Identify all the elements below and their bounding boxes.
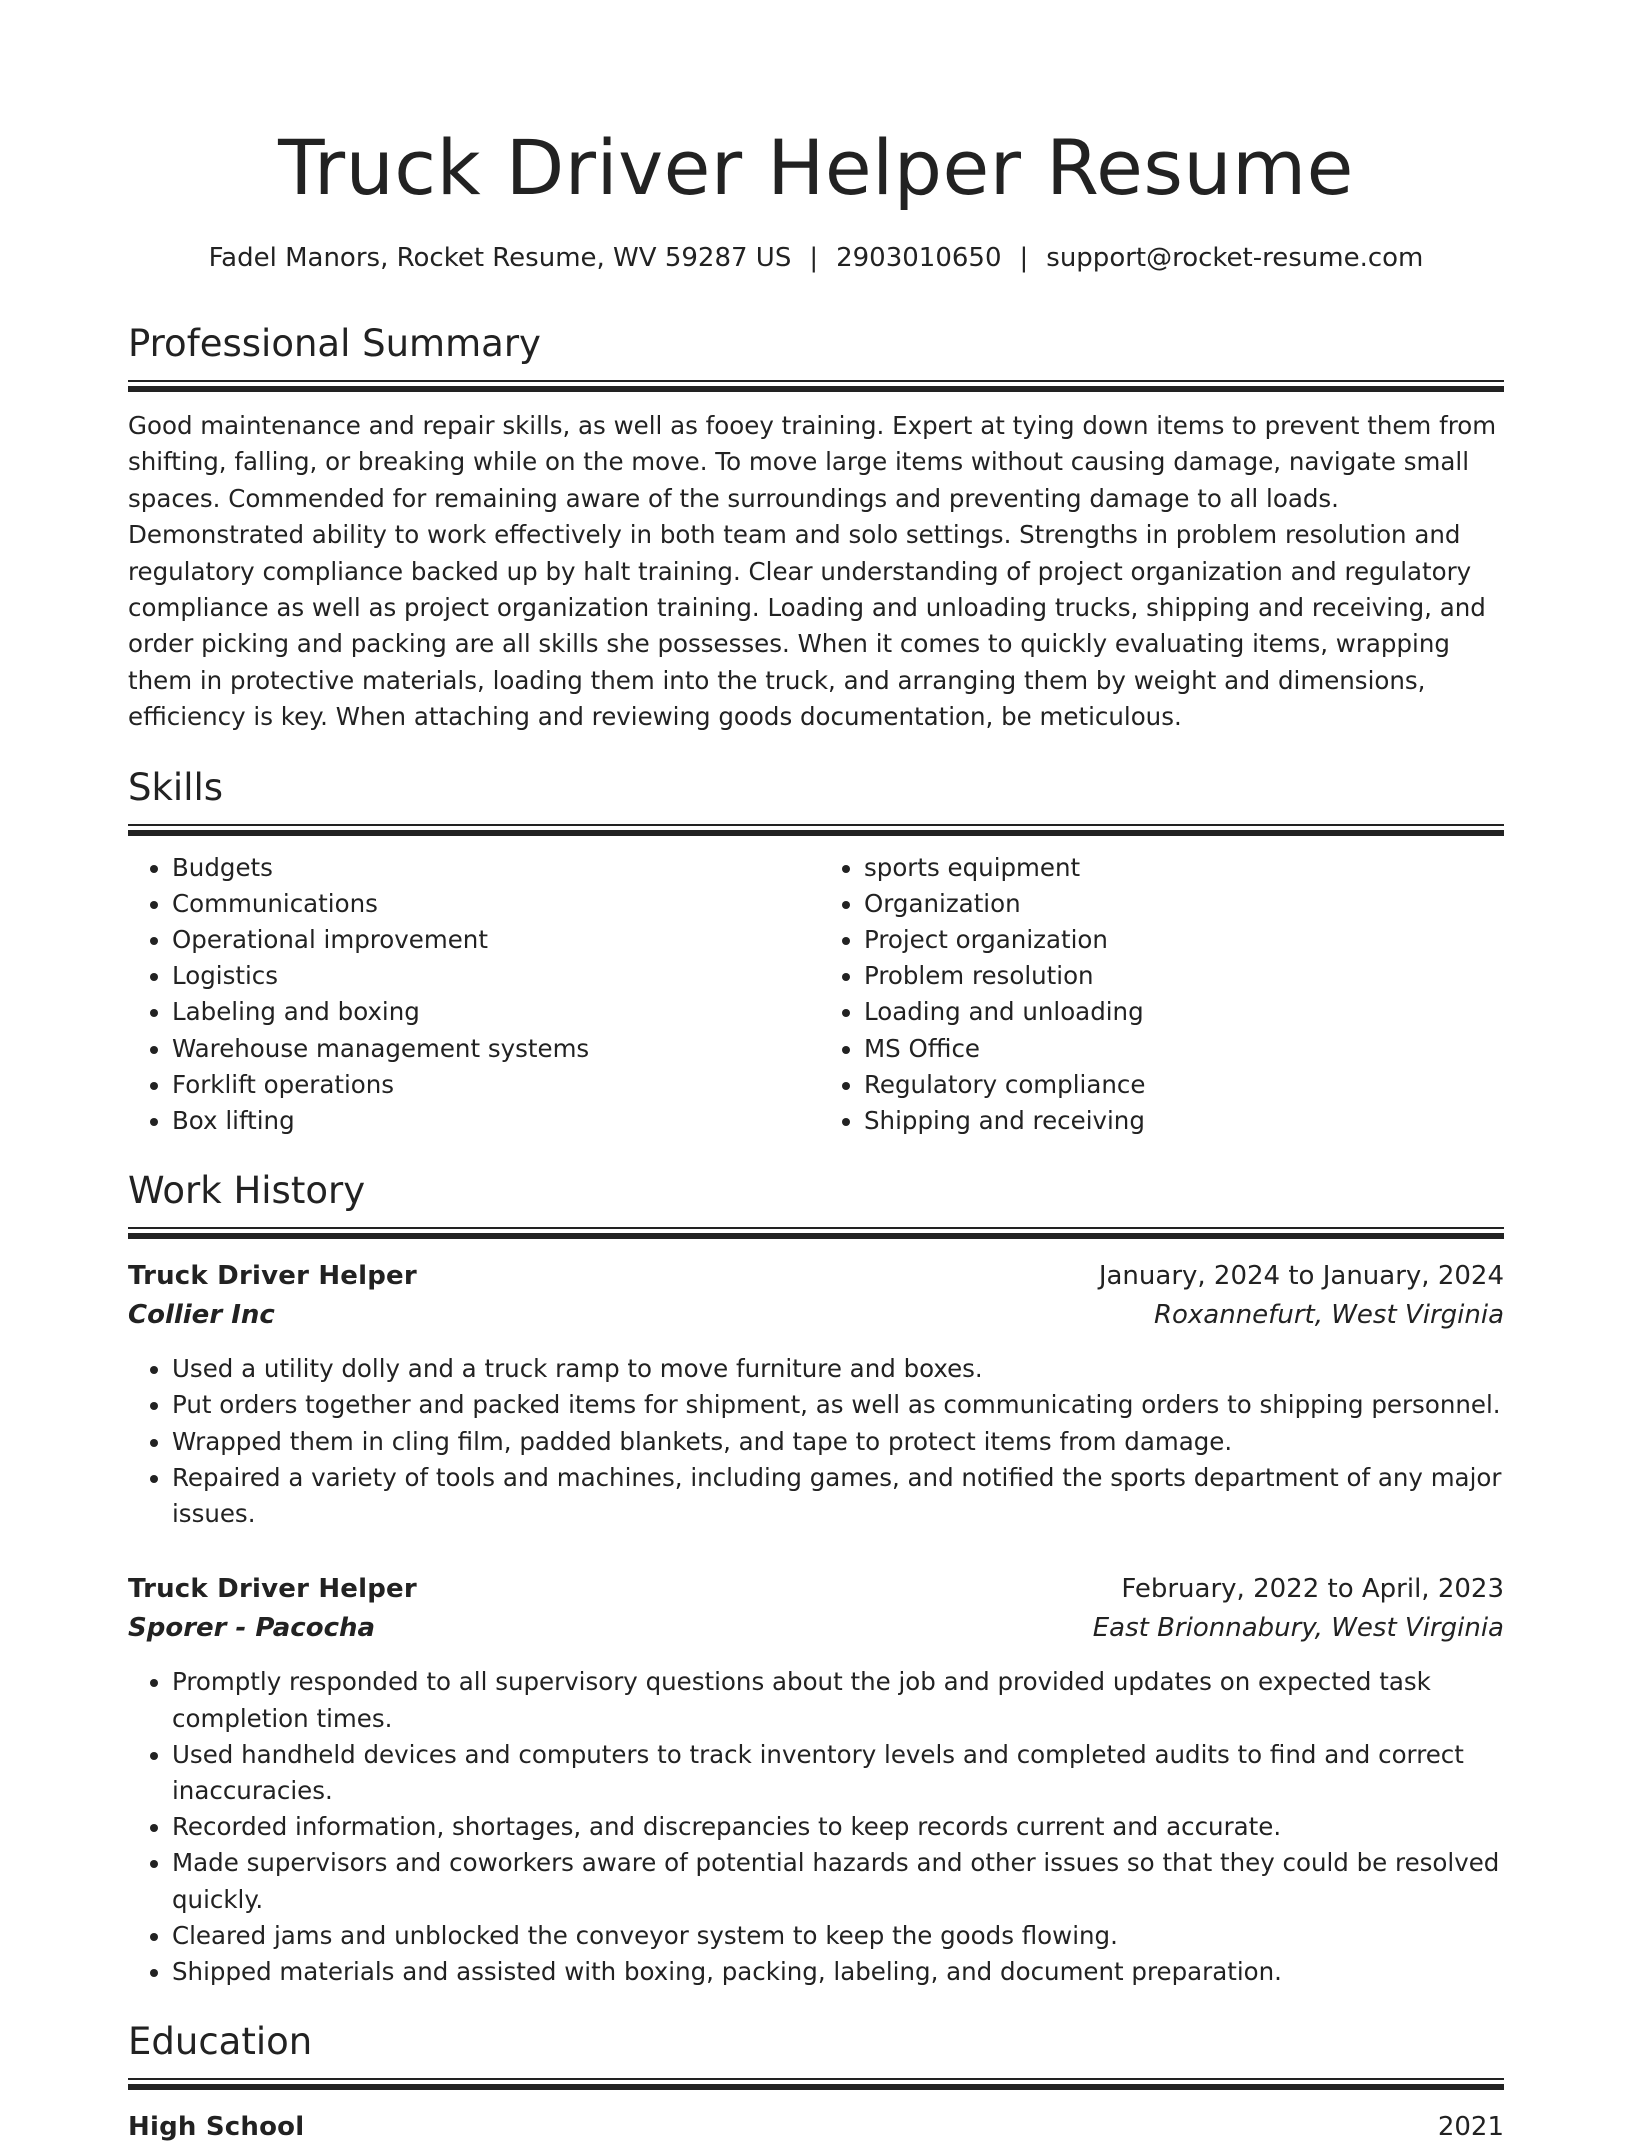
job-company: Sporer - Pacocha [128,1613,376,1644]
job-company: Collier Inc [128,1300,275,1331]
skill-item: • Problem resolution [864,958,1504,994]
job-bullet: • Repaired a variety of tools and machines, including games, and notified the sports department of any major issues. [172,1460,1504,1532]
job-bullet: • Recorded information, shortages, and discrepancies to keep records current and accurate. [172,1809,1504,1845]
contact-separator: | [1019,243,1029,273]
job-bullets [128,1351,1504,1532]
education-degree: High School [128,2112,305,2143]
job-bullet: • Wrapped them in cling film, padded blankets, and tape to protect items from damage. [172,1424,1504,1460]
job-bullet: • Shipped materials and assisted with boxing, packing, labeling, and document preparation. [172,1954,1504,1990]
skill-item: • Regulatory compliance [864,1067,1504,1103]
summary-text: Good maintenance and repair skills, as well as fooey training. Expert at tying down items to prevent them from shifting, falling, or breaking while on the move. To move large items without causing damage, navigate small spaces. Commended for remaining aware of the surroundings and preventing damage to all loads. Demonstrated ability to work effectively in both team and solo settings. Strengths in problem resolution and regulatory compliance backed up by halt training. Clear understanding of project organization and regulatory compliance as well as project organization training. Loading and unloading trucks, shipping and receiving, and order picking and packing are all skills she possesses. When it comes to quickly evaluating items, wrapping them in protective materials, loading them into the truck, and arranging them by weight and dimensions, efficiency is key. When attaching and reviewing goods documentation, be meticulous. [128,411,1497,732]
job-title: Truck Driver Helper [128,1574,417,1605]
skill-item: • Communications [172,886,816,922]
skill-item: • Box lifting [172,1103,816,1139]
work-history-heading: Work History [128,1169,366,1213]
job-bullet: • Used handheld devices and computers to track inventory levels and completed audits to find and correct inaccuracies. [172,1737,1504,1809]
skill-item: • Logistics [172,958,816,994]
job-entry [128,1257,1504,1532]
education-section [128,2018,1504,2147]
job-bullet: • Put orders together and packed items for shipment, as well as communicating orders to shipping personnel. [172,1387,1504,1423]
education-entry [128,2108,1504,2147]
contact-line [128,240,1504,276]
job-bullet: • Used a utility dolly and a truck ramp to move furniture and boxes. [172,1351,1504,1387]
job-location: Roxannefurt, West Virginia [1153,1300,1504,1331]
job-title: Truck Driver Helper [128,1261,417,1292]
job-dates: January, 2024 to January, 2024 [1098,1261,1504,1292]
skill-item: • Budgets [172,850,816,886]
skill-item: • Labeling and boxing [172,994,816,1030]
skills-heading: Skills [128,765,224,809]
job-dates: February, 2022 to April, 2023 [1121,1574,1504,1605]
summary-section [128,320,1504,736]
skills-list-left [128,850,816,1140]
section-divider [128,2078,1504,2090]
section-divider [128,380,1504,392]
skill-item: • Shipping and receiving [864,1103,1504,1139]
skills-section [128,764,1504,1140]
summary-heading: Professional Summary [128,322,541,365]
skill-item: • sports equipment [864,850,1504,886]
job-location: East Brionnabury, West Virginia [1092,1613,1504,1644]
skill-item: • Warehouse management systems [172,1031,816,1067]
job-entry [128,1570,1504,1990]
education-year: 2021 [1437,2112,1504,2143]
skills-list-right [816,850,1504,1140]
job-bullets [128,1664,1504,1990]
skill-item: • MS Office [864,1031,1504,1067]
education-heading: Education [128,2020,313,2064]
contact-separator: | [809,243,819,273]
skill-item: • Project organization [864,922,1504,958]
work-history-section [128,1167,1504,1990]
contact-phone: 2903010650 [836,243,1002,273]
contact-address: Fadel Manors, Rocket Resume, WV 59287 US [208,243,792,273]
skills-columns [128,850,1504,1140]
section-divider [128,824,1504,836]
skill-item: • Forklift operations [172,1067,816,1103]
skill-item: • Loading and unloading [864,994,1504,1030]
job-bullet: • Promptly responded to all supervisory questions about the job and provided updates on expected task completion times. [172,1664,1504,1736]
skill-item: • Organization [864,886,1504,922]
skill-item: • Operational improvement [172,922,816,958]
job-bullet: • Made supervisors and coworkers aware of potential hazards and other issues so that they could be resolved quickly. [172,1845,1504,1917]
section-divider [128,1227,1504,1239]
resume-title: Truck Driver Helper Resume [278,123,1354,212]
job-bullet: • Cleared jams and unblocked the conveyor system to keep the goods flowing. [172,1918,1504,1954]
contact-email: support@rocket-resume.com [1046,243,1424,273]
